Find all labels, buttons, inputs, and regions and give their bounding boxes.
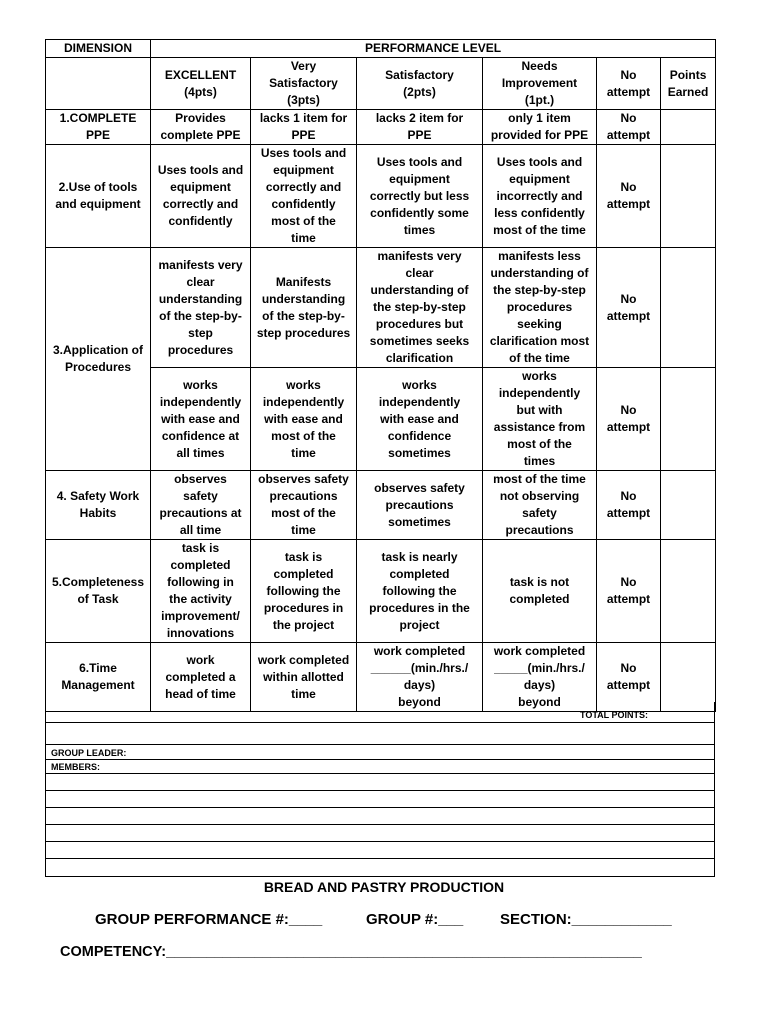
- member-line[interactable]: [46, 808, 714, 825]
- rubric-row-completeness: [46, 540, 716, 643]
- very-satisfactory-cell: Uses tools and equipment correctly and confidently most of the time: [251, 145, 357, 248]
- very-satisfactory-cell: works independently with ease and most of the time: [251, 368, 357, 471]
- member-line[interactable]: [46, 825, 714, 842]
- excellent-cell: work completed a head of time: [151, 643, 251, 712]
- very-satisfactory-cell: lacks 1 item for PPE: [251, 110, 357, 145]
- member-line[interactable]: [46, 774, 714, 791]
- satisfactory-cell: task is nearly completed following the procedures in the project: [357, 540, 483, 643]
- member-line[interactable]: [46, 791, 714, 808]
- rubric-row-tools: [46, 145, 716, 248]
- excellent-cell: observes safety precautions at all time: [151, 471, 251, 540]
- needs-improvement-cell: manifests less understanding of the step-by-step procedures seeking clarification most of the time: [483, 248, 597, 368]
- dimension-cell: 3.Application of Procedures: [46, 248, 151, 471]
- needs-improvement-cell: works independently but with assistance from most of the times: [483, 368, 597, 471]
- rubric-row-safety: [46, 471, 716, 540]
- member-line[interactable]: [46, 859, 714, 877]
- dimension-cell: 5.Completeness of Task: [46, 540, 151, 643]
- satisfactory-cell: works independently with ease and confidence sometimes: [357, 368, 483, 471]
- no-attempt-cell: No attempt: [597, 540, 661, 643]
- points-earned-cell[interactable]: [661, 540, 716, 643]
- points-earned-cell[interactable]: [661, 471, 716, 540]
- no-attempt-cell: No attempt: [597, 368, 661, 471]
- blank-line[interactable]: [46, 723, 714, 745]
- competency-field[interactable]: COMPETENCY:___________________________________________________________: [60, 944, 642, 960]
- rubric-table: [45, 39, 716, 712]
- dimension-cell: 6.Time Management: [46, 643, 151, 712]
- excellent-cell: task is completed following in the activity improvement/ innovations: [151, 540, 251, 643]
- very-satisfactory-cell: work completed within allotted time: [251, 643, 357, 712]
- group-number-field[interactable]: GROUP #:___: [366, 911, 464, 928]
- no-attempt-cell: No attempt: [597, 471, 661, 540]
- excellent-cell: works independently with ease and confidence at all times: [151, 368, 251, 471]
- satisfactory-cell: manifests very clear understanding of the step-by-step procedures but sometimes seeks clarification: [357, 248, 483, 368]
- performance-level-header: PERFORMANCE LEVEL: [151, 40, 716, 58]
- points-earned-cell[interactable]: [661, 248, 716, 368]
- needs-improvement-cell: most of the time not observing safety precautions: [483, 471, 597, 540]
- no-attempt-cell: No attempt: [597, 643, 661, 712]
- needs-improvement-cell: work completed _____(min./hrs./ days) beyond: [483, 643, 597, 712]
- no-attempt-cell: No attempt: [597, 145, 661, 248]
- no-attempt-header: No attempt: [597, 58, 661, 110]
- dimension-header: DIMENSION: [46, 40, 151, 58]
- excellent-cell: manifests very clear understanding of the step-by- step procedures: [151, 248, 251, 368]
- dimension-cell: 4. Safety Work Habits: [46, 471, 151, 540]
- rubric-row-ppe: [46, 110, 716, 145]
- dimension-cell: 2.Use of tools and equipment: [46, 145, 151, 248]
- points-earned-cell[interactable]: [661, 110, 716, 145]
- excellent-cell: Uses tools and equipment correctly and confidently: [151, 145, 251, 248]
- needs-improvement-header: Needs Improvement (1pt.): [483, 58, 597, 110]
- group-leader-label: GROUP LEADER:: [51, 748, 127, 758]
- needs-improvement-cell: Uses tools and equipment incorrectly and less confidently most of the time: [483, 145, 597, 248]
- excellent-cell: Provides complete PPE: [151, 110, 251, 145]
- needs-improvement-cell: task is not completed: [483, 540, 597, 643]
- no-attempt-cell: No attempt: [597, 248, 661, 368]
- very-satisfactory-cell: observes safety precautions most of the time: [251, 471, 357, 540]
- dimension-cell: 1.COMPLETE PPE: [46, 110, 151, 145]
- points-earned-cell[interactable]: [661, 368, 716, 471]
- points-earned-header: Points Earned: [661, 58, 716, 110]
- very-satisfactory-cell: Manifests understanding of the step-by- step procedures: [251, 248, 357, 368]
- rubric-row-procedures-a: [46, 248, 716, 368]
- section-field[interactable]: SECTION:____________: [500, 911, 672, 928]
- members-label: MEMBERS:: [51, 762, 100, 772]
- needs-improvement-cell: only 1 item provided for PPE: [483, 110, 597, 145]
- points-earned-cell[interactable]: [661, 145, 716, 248]
- satisfactory-cell: Uses tools and equipment correctly but less confidently some times: [357, 145, 483, 248]
- group-performance-field[interactable]: GROUP PERFORMANCE #:____: [95, 911, 323, 928]
- blank-header-cell: [46, 58, 151, 110]
- members-line[interactable]: [46, 760, 714, 774]
- satisfactory-header: Satisfactory (2pts): [357, 58, 483, 110]
- member-line[interactable]: [46, 842, 714, 859]
- no-attempt-cell: No attempt: [597, 110, 661, 145]
- satisfactory-cell: work completed ______(min./hrs./ days) beyond: [357, 643, 483, 712]
- excellent-header: EXCELLENT (4pts): [151, 58, 251, 110]
- very-satisfactory-cell: task is completed following the procedures in the project: [251, 540, 357, 643]
- signature-lines: [45, 702, 715, 877]
- satisfactory-cell: lacks 2 item for PPE: [357, 110, 483, 145]
- total-points-label: TOTAL POINTS:: [579, 710, 648, 720]
- satisfactory-cell: observes safety precautions sometimes: [357, 471, 483, 540]
- course-title: BREAD AND PASTRY PRODUCTION: [263, 879, 505, 895]
- total-points-line[interactable]: [46, 702, 714, 723]
- group-leader-line[interactable]: [46, 745, 714, 760]
- header-row-levels: [46, 58, 716, 110]
- very-satisfactory-header: Very Satisfactory (3pts): [251, 58, 357, 110]
- header-row-top: [46, 40, 716, 58]
